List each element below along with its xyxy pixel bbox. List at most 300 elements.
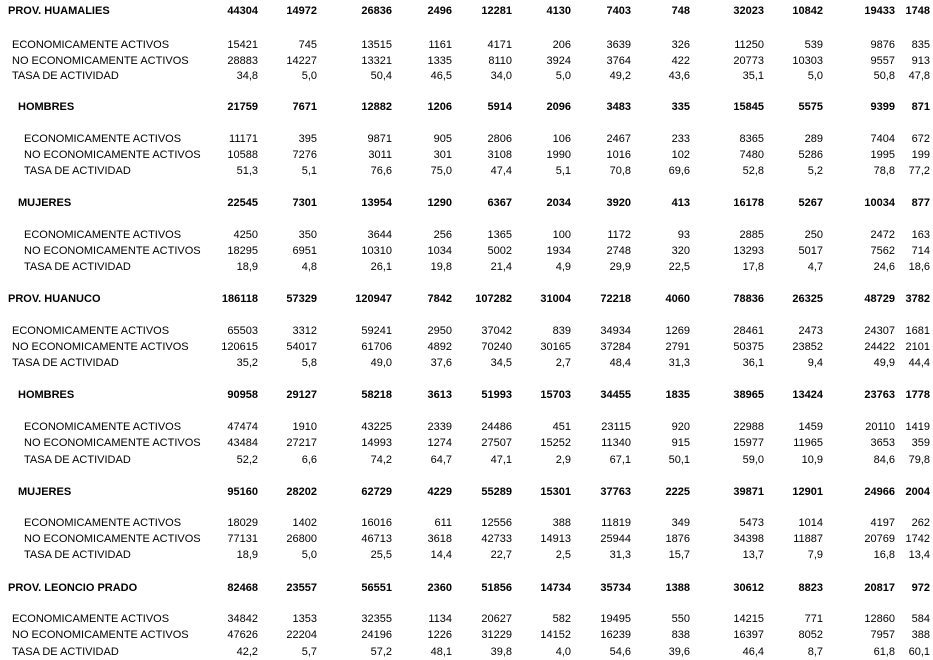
table-cell: 50,8 [873, 70, 895, 82]
table-cell: 58218 [361, 389, 392, 401]
sex-group-row [0, 387, 933, 403]
table-row [0, 243, 933, 259]
table-cell: 16239 [600, 629, 631, 641]
table-cell: 5,2 [807, 165, 823, 177]
table-cell: 28202 [286, 486, 317, 498]
table-row [0, 435, 933, 451]
table-cell: 13,7 [742, 549, 764, 561]
table-cell: 52,8 [742, 165, 764, 177]
table-cell: 16178 [733, 197, 764, 209]
table-cell: 44304 [227, 5, 258, 17]
table-cell: 24196 [361, 629, 392, 641]
table-cell: 93 [677, 229, 690, 241]
table-row [0, 339, 933, 355]
table-cell: 3644 [367, 229, 392, 241]
row-label: ECONOMICAMENTE ACTIVOS [12, 613, 170, 625]
table-cell: 2360 [427, 582, 452, 594]
table-cell: 28461 [733, 325, 764, 337]
table-cell: 20627 [481, 613, 512, 625]
table-cell: 50,4 [370, 70, 392, 82]
row-label: NO ECONOMICAMENTE ACTIVOS [24, 533, 201, 545]
table-cell: 18029 [227, 517, 258, 529]
table-cell: 163 [911, 229, 930, 241]
table-cell: 10842 [792, 5, 823, 17]
table-cell: 2225 [665, 486, 690, 498]
table-cell: 56551 [361, 582, 392, 594]
table-cell: 50375 [733, 341, 764, 353]
table-cell: 1269 [665, 325, 690, 337]
table-cell: 199 [911, 149, 930, 161]
table-cell: 18295 [227, 245, 258, 257]
table-cell: 19433 [864, 5, 895, 17]
row-label: TASA DE ACTIVIDAD [12, 646, 119, 658]
row-label: ECONOMICAMENTE ACTIVOS [12, 39, 170, 51]
row-label: PROV. HUAMALIES [8, 5, 110, 17]
table-cell: 23557 [286, 582, 317, 594]
table-cell: 920 [671, 421, 690, 433]
table-cell: 8823 [798, 582, 823, 594]
table-cell: 43225 [361, 421, 392, 433]
table-cell: 2,7 [555, 357, 571, 369]
table-cell: 2791 [665, 341, 690, 353]
table-cell: 32355 [361, 613, 392, 625]
table-cell: 289 [804, 133, 823, 145]
table-cell: 15977 [733, 437, 764, 449]
table-cell: 31,3 [609, 549, 631, 561]
table-cell: 43,6 [668, 70, 690, 82]
sex-group-row [0, 195, 933, 211]
table-cell: 59241 [361, 325, 392, 337]
table-cell: 714 [911, 245, 930, 257]
table-cell: 35734 [600, 582, 631, 594]
table-cell: 5,0 [807, 70, 823, 82]
table-cell: 3924 [546, 55, 571, 67]
table-cell: 90958 [227, 389, 258, 401]
table-cell: 395 [298, 133, 317, 145]
table-cell: 12882 [361, 101, 392, 113]
table-cell: 3618 [427, 533, 452, 545]
table-cell: 5473 [739, 517, 764, 529]
table-cell: 39,8 [490, 646, 512, 658]
table-cell: 2885 [739, 229, 764, 241]
table-cell: 20769 [864, 533, 895, 545]
table-cell: 23763 [864, 389, 895, 401]
table-cell: 3312 [292, 325, 317, 337]
table-cell: 19495 [600, 613, 631, 625]
table-cell: 46,4 [742, 646, 764, 658]
table-cell: 771 [804, 613, 823, 625]
table-cell: 15252 [540, 437, 571, 449]
table-cell: 28883 [227, 55, 258, 67]
table-cell: 61706 [361, 341, 392, 353]
table-cell: 34398 [733, 533, 764, 545]
table-cell: 76,6 [370, 165, 392, 177]
table-cell: 18,6 [908, 261, 930, 273]
table-cell: 23115 [601, 421, 631, 433]
table-row [0, 259, 933, 275]
table-cell: 65503 [227, 325, 258, 337]
table-cell: 2950 [427, 325, 452, 337]
province-row [0, 3, 933, 19]
table-cell: 14215 [733, 613, 764, 625]
table-cell: 7957 [870, 629, 895, 641]
row-label: NO ECONOMICAMENTE ACTIVOS [12, 55, 189, 67]
table-cell: 70,8 [609, 165, 631, 177]
row-label: ECONOMICAMENTE ACTIVOS [24, 421, 182, 433]
sex-group-row [0, 99, 933, 115]
table-cell: 1016 [606, 149, 631, 161]
table-cell: 3764 [606, 55, 631, 67]
table-cell: 4229 [427, 486, 452, 498]
table-cell: 34455 [600, 389, 631, 401]
table-cell: 11250 [734, 39, 764, 51]
table-cell: 13,4 [908, 549, 930, 561]
table-cell: 59,0 [742, 454, 764, 466]
table-cell: 34,0 [490, 70, 512, 82]
province-row [0, 580, 933, 596]
table-cell: 4130 [546, 5, 571, 17]
table-cell: 13321 [361, 55, 392, 67]
table-cell: 7842 [427, 293, 452, 305]
row-label: NO ECONOMICAMENTE ACTIVOS [24, 437, 201, 449]
table-cell: 611 [434, 517, 452, 529]
table-cell: 47474 [227, 421, 258, 433]
table-cell: 915 [671, 437, 690, 449]
table-cell: 11171 [229, 133, 258, 145]
table-cell: 2,5 [555, 549, 571, 561]
table-cell: 95160 [227, 486, 258, 498]
row-label: PROV. HUANUCO [8, 293, 101, 305]
table-cell: 38965 [733, 389, 764, 401]
table-row [0, 37, 933, 53]
table-cell: 9399 [870, 101, 895, 113]
table-cell: 79,8 [908, 454, 930, 466]
table-cell: 13954 [361, 197, 392, 209]
row-label: ECONOMICAMENTE ACTIVOS [12, 325, 170, 337]
row-label: NO ECONOMICAMENTE ACTIVOS [12, 629, 189, 641]
table-cell: 206 [552, 39, 571, 51]
table-row [0, 355, 933, 371]
table-cell: 21,4 [490, 261, 512, 273]
row-label: TASA DE ACTIVIDAD [12, 357, 119, 369]
table-cell: 24422 [864, 341, 895, 353]
table-cell: 359 [911, 437, 930, 449]
table-cell: 24966 [864, 486, 895, 498]
table-cell: 584 [911, 613, 930, 625]
table-cell: 9876 [870, 39, 895, 51]
table-cell: 2806 [487, 133, 512, 145]
table-cell: 120947 [355, 293, 392, 305]
table-cell: 37763 [600, 486, 631, 498]
table-cell: 1226 [427, 629, 452, 641]
table-cell: 1402 [292, 517, 317, 529]
table-cell: 748 [671, 5, 690, 17]
table-cell: 52,2 [236, 454, 258, 466]
table-cell: 5286 [798, 149, 823, 161]
table-cell: 51993 [481, 389, 512, 401]
table-cell: 326 [671, 39, 690, 51]
table-cell: 5,0 [301, 70, 317, 82]
table-row [0, 227, 933, 243]
table-cell: 34,8 [236, 70, 258, 82]
table-cell: 6367 [487, 197, 512, 209]
table-cell: 22,7 [490, 549, 512, 561]
table-cell: 388 [911, 629, 930, 641]
table-cell: 1161 [428, 39, 452, 51]
table-cell: 4892 [427, 341, 452, 353]
table-cell: 77,2 [908, 165, 930, 177]
table-cell: 43484 [227, 437, 258, 449]
table-cell: 75,0 [430, 165, 452, 177]
table-cell: 21759 [227, 101, 258, 113]
table-cell: 582 [552, 613, 571, 625]
table-cell: 7404 [870, 133, 895, 145]
table-cell: 8052 [798, 629, 823, 641]
table-cell: 78836 [733, 293, 764, 305]
table-cell: 349 [671, 517, 690, 529]
table-cell: 4,8 [301, 261, 317, 273]
table-cell: 72218 [600, 293, 631, 305]
table-cell: 51,3 [236, 165, 258, 177]
table-cell: 2096 [546, 101, 571, 113]
table-cell: 35,2 [236, 357, 258, 369]
table-cell: 13293 [733, 245, 764, 257]
table-cell: 31004 [540, 293, 571, 305]
table-cell: 10588 [227, 149, 258, 161]
table-cell: 25,5 [370, 549, 392, 561]
table-cell: 5017 [798, 245, 823, 257]
table-cell: 31,3 [668, 357, 690, 369]
table-cell: 5,7 [301, 646, 317, 658]
table-cell: 24486 [481, 421, 512, 433]
table-cell: 9871 [367, 133, 392, 145]
table-cell: 3011 [368, 149, 392, 161]
table-cell: 46,5 [430, 70, 452, 82]
table-cell: 1365 [487, 229, 512, 241]
table-cell: 2,9 [555, 454, 571, 466]
table-cell: 5267 [798, 197, 823, 209]
table-cell: 13424 [792, 389, 823, 401]
table-cell: 320 [671, 245, 690, 257]
table-row [0, 627, 933, 643]
table-cell: 301 [433, 149, 452, 161]
table-cell: 7480 [739, 149, 764, 161]
table-cell: 107282 [475, 293, 512, 305]
table-cell: 11819 [601, 517, 631, 529]
table-cell: 250 [804, 229, 823, 241]
table-cell: 22,5 [668, 261, 690, 273]
table-cell: 25944 [600, 533, 631, 545]
row-label: MUJERES [18, 486, 72, 498]
table-cell: 4171 [487, 39, 512, 51]
table-cell: 34,5 [490, 357, 512, 369]
table-row [0, 147, 933, 163]
table-cell: 78,8 [873, 165, 895, 177]
table-cell: 14152 [540, 629, 571, 641]
table-cell: 186118 [221, 293, 258, 305]
table-cell: 30612 [733, 582, 764, 594]
table-cell: 6,6 [301, 454, 317, 466]
table-cell: 2467 [606, 133, 631, 145]
table-cell: 47626 [227, 629, 258, 641]
table-cell: 1835 [665, 389, 690, 401]
table-row [0, 131, 933, 147]
table-cell: 14227 [286, 55, 317, 67]
province-row [0, 291, 933, 307]
table-cell: 1876 [665, 533, 690, 545]
table-cell: 18,9 [236, 549, 258, 561]
table-cell: 13515 [361, 39, 392, 51]
table-cell: 1290 [427, 197, 452, 209]
table-cell: 4,7 [807, 261, 823, 273]
row-label: ECONOMICAMENTE ACTIVOS [24, 517, 182, 529]
table-cell: 5,0 [555, 70, 571, 82]
row-label: NO ECONOMICAMENTE ACTIVOS [24, 149, 201, 161]
table-cell: 2496 [427, 5, 452, 17]
table-cell: 48,4 [609, 357, 631, 369]
row-label: MUJERES [18, 197, 72, 209]
table-cell: 36,1 [742, 357, 764, 369]
row-label: TASA DE ACTIVIDAD [24, 261, 131, 273]
table-cell: 7276 [292, 149, 317, 161]
table-row [0, 163, 933, 179]
table-cell: 47,4 [490, 165, 512, 177]
table-cell: 37284 [600, 341, 631, 353]
table-cell: 34842 [227, 613, 258, 625]
table-row [0, 323, 933, 339]
table-cell: 44,4 [908, 357, 930, 369]
table-cell: 120615 [221, 341, 258, 353]
table-cell: 82468 [227, 582, 258, 594]
table-cell: 4060 [665, 293, 690, 305]
table-cell: 60,1 [908, 646, 930, 658]
table-cell: 1681 [905, 325, 930, 337]
table-cell: 9,4 [807, 357, 823, 369]
table-cell: 1419 [905, 421, 930, 433]
table-cell: 12901 [792, 486, 823, 498]
table-cell: 3613 [427, 389, 452, 401]
table-row [0, 452, 933, 468]
table-cell: 1748 [905, 5, 930, 17]
sex-group-row [0, 484, 933, 500]
table-cell: 745 [298, 39, 317, 51]
table-row [0, 68, 933, 84]
table-cell: 2473 [798, 325, 823, 337]
table-cell: 29127 [286, 389, 317, 401]
table-cell: 11965 [793, 437, 823, 449]
row-label: HOMBRES [18, 101, 75, 113]
table-cell: 30165 [540, 341, 571, 353]
table-cell: 12860 [864, 613, 895, 625]
table-cell: 50,1 [668, 454, 690, 466]
table-cell: 1172 [607, 229, 631, 241]
table-cell: 7671 [292, 101, 317, 113]
table-cell: 37,6 [430, 357, 452, 369]
table-cell: 5002 [487, 245, 512, 257]
table-cell: 9557 [870, 55, 895, 67]
table-cell: 48729 [864, 293, 895, 305]
table-cell: 7301 [292, 197, 317, 209]
table-cell: 8365 [739, 133, 764, 145]
table-row [0, 547, 933, 563]
table-cell: 17,8 [742, 261, 764, 273]
table-cell: 42,2 [236, 646, 258, 658]
table-cell: 67,1 [609, 454, 631, 466]
table-cell: 10303 [792, 55, 823, 67]
table-cell: 2004 [905, 486, 930, 498]
table-cell: 1014 [798, 517, 823, 529]
row-label: TASA DE ACTIVIDAD [12, 70, 119, 82]
table-row [0, 611, 933, 627]
table-cell: 102 [671, 149, 690, 161]
table-cell: 10310 [361, 245, 392, 257]
table-cell: 26836 [361, 5, 392, 17]
table-row [0, 53, 933, 69]
row-label: TASA DE ACTIVIDAD [24, 454, 131, 466]
table-cell: 57329 [286, 293, 317, 305]
table-cell: 913 [911, 55, 930, 67]
table-cell: 11887 [793, 533, 823, 545]
table-cell: 12556 [481, 517, 512, 529]
table-cell: 64,7 [430, 454, 452, 466]
table-cell: 54,6 [609, 646, 631, 658]
table-cell: 539 [804, 39, 823, 51]
table-row [0, 531, 933, 547]
table-cell: 972 [911, 582, 930, 594]
table-cell: 20110 [865, 421, 895, 433]
table-row [0, 644, 933, 660]
table-cell: 5,0 [301, 549, 317, 561]
table-cell: 6951 [292, 245, 317, 257]
table-cell: 4,9 [555, 261, 571, 273]
table-cell: 16,8 [873, 549, 895, 561]
row-label: ECONOMICAMENTE ACTIVOS [24, 229, 182, 241]
table-cell: 1990 [546, 149, 571, 161]
table-cell: 905 [433, 133, 452, 145]
table-cell: 1742 [905, 533, 930, 545]
table-cell: 16016 [361, 517, 392, 529]
table-cell: 70240 [481, 341, 512, 353]
table-cell: 49,0 [370, 357, 392, 369]
table-cell: 11340 [601, 437, 631, 449]
table-cell: 31229 [481, 629, 512, 641]
table-cell: 5914 [487, 101, 512, 113]
table-cell: 422 [671, 55, 690, 67]
table-cell: 7403 [606, 5, 631, 17]
row-label: PROV. LEONCIO PRADO [8, 582, 138, 594]
table-cell: 2748 [606, 245, 631, 257]
table-cell: 14972 [286, 5, 317, 17]
table-cell: 27217 [286, 437, 317, 449]
row-label: TASA DE ACTIVIDAD [24, 549, 131, 561]
row-label: HOMBRES [18, 389, 75, 401]
table-cell: 350 [298, 229, 317, 241]
table-cell: 2101 [905, 341, 930, 353]
table-cell: 12281 [481, 5, 512, 17]
table-row [0, 419, 933, 435]
table-cell: 5,8 [301, 357, 317, 369]
row-label: TASA DE ACTIVIDAD [24, 165, 131, 177]
table-cell: 46713 [361, 533, 392, 545]
table-cell: 55289 [481, 486, 512, 498]
table-cell: 2472 [870, 229, 895, 241]
table-cell: 47,1 [490, 454, 512, 466]
table-cell: 54017 [286, 341, 317, 353]
table-cell: 15,7 [668, 549, 690, 561]
table-cell: 26,1 [370, 261, 392, 273]
table-cell: 388 [552, 517, 571, 529]
table-cell: 8,7 [807, 646, 823, 658]
